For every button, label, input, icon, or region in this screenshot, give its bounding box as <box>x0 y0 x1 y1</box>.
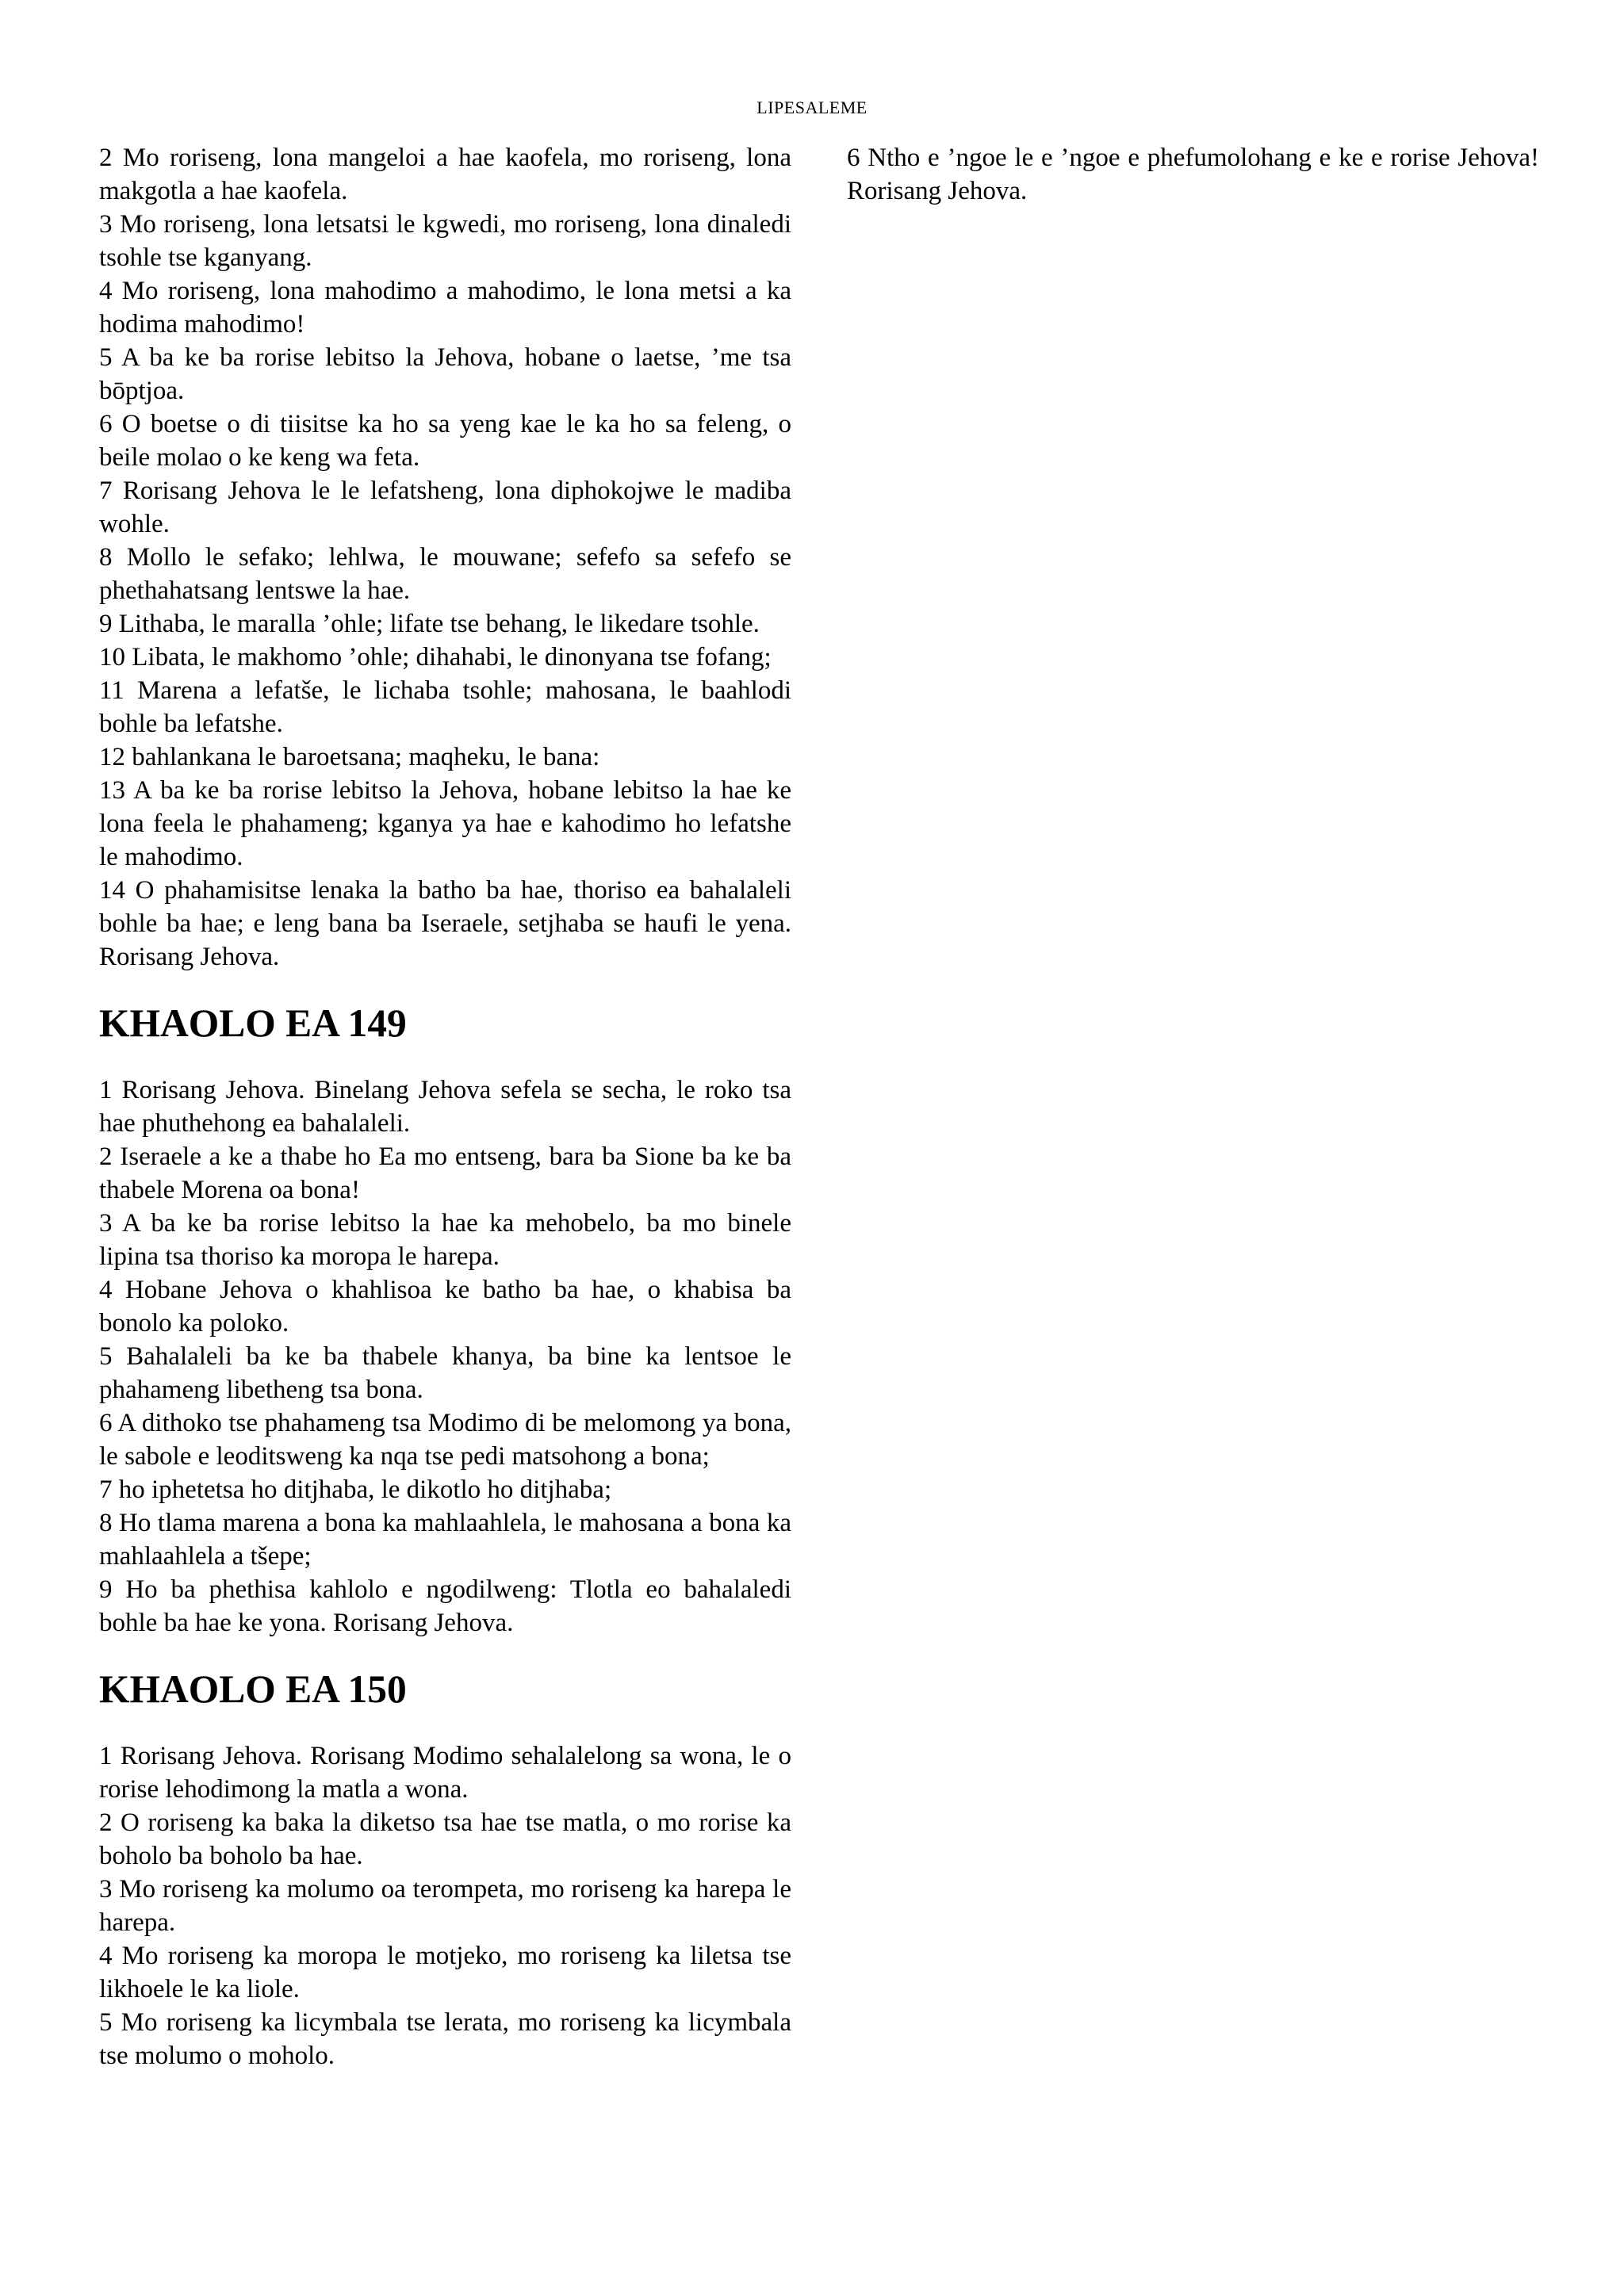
verse-149-7: 7 ho iphetetsa ho ditjhaba, le dikotlo ho ditjhaba; <box>99 1475 612 1504</box>
running-header: LIPESALEME <box>756 98 868 117</box>
verse-149-6: 6 A dithoko tse phahameng tsa Modimo di be melomong ya bona, le sabole e leoditsweng ka nqa tse pedi matsohong a bona; <box>99 1409 791 1471</box>
verse-149-9: 9 Ho ba phethisa kahlolo e ngodilweng: Tlotla eo bahalaledi bohle ba hae ke yona. Rorisang Jehova. <box>99 1575 791 1637</box>
psalm-149 <box>99 1073 791 1640</box>
verse-150-2: 2 O roriseng ka baka la diketso tsa hae tse matla, o mo rorise ka boholo ba boholo ba hae. <box>99 1808 791 1870</box>
verse-148-8: 8 Mollo le sefako; lehlwa, le mouwane; sefefo sa sefefo se phethahatsang lentswe la hae. <box>99 543 791 605</box>
verse-150-5: 5 Mo roriseng ka licymbala tse lerata, mo roriseng ka licymbala tse molumo o moholo. <box>99 2008 791 2070</box>
verse-149-8: 8 Ho tlama marena a bona ka mahlaahlela, le mahosana a bona ka mahlaahlela a tšepe; <box>99 1509 791 1571</box>
verse-148-4: 4 Mo roriseng, lona mahodimo a mahodimo, le lona metsi a ka hodima mahodimo! <box>99 277 791 339</box>
left-column <box>99 141 791 2072</box>
verse-150-3: 3 Mo roriseng ka molumo oa terompeta, mo roriseng ka harepa le harepa. <box>99 1875 791 1937</box>
verse-150-4: 4 Mo roriseng ka moropa le motjeko, mo roriseng ka liletsa tse likhoele le ka liole. <box>99 1942 791 2003</box>
verse-148-10: 10 Libata, le makhomo ’ohle; dihahabi, le dinonyana tse fofang; <box>99 643 772 672</box>
verse-148-2: 2 Mo roriseng, lona mangeloi a hae kaofela, mo roriseng, lona makgotla a hae kaofela. <box>99 144 791 205</box>
psalm-148-continuation <box>99 141 791 974</box>
verse-149-1: 1 Rorisang Jehova. Binelang Jehova sefela se secha, le roko tsa hae phuthehong ea bahalaleli. <box>99 1076 791 1138</box>
right-column <box>847 141 1539 208</box>
verse-148-7: 7 Rorisang Jehova le le lefatsheng, lona diphokojwe le madiba wohle. <box>99 476 791 538</box>
verse-148-13: 13 A ba ke ba rorise lebitso la Jehova, hobane lebitso la hae ke lona feela le phahameng; kganya ya hae e kahodimo ho lefatshe le mahodimo. <box>99 776 791 871</box>
verse-150-1: 1 Rorisang Jehova. Rorisang Modimo sehalalelong sa wona, le o rorise lehodimong la matla a wona. <box>99 1742 791 1804</box>
verse-149-5: 5 Bahalaleli ba ke ba thabele khanya, ba bine ka lentsoe le phahameng libetheng tsa bona. <box>99 1342 791 1404</box>
verse-148-12: 12 bahlankana le baroetsana; maqheku, le bana: <box>99 743 600 771</box>
psalm-150-continuation <box>847 141 1539 208</box>
verse-149-4: 4 Hobane Jehova o khahlisoa ke batho ba hae, o khabisa ba bonolo ka poloko. <box>99 1276 791 1337</box>
chapter-heading-149: KHAOLO EA 149 <box>99 1001 407 1045</box>
verse-150-6: 6 Ntho e ’ngoe le e ’ngoe e phefumolohang e ke e rorise Jehova! Rorisang Jehova. <box>847 144 1539 205</box>
verse-149-2: 2 Iseraele a ke a thabe ho Ea mo entseng, bara ba Sione ba ke ba thabele Morena oa bona! <box>99 1142 791 1204</box>
verse-148-5: 5 A ba ke ba rorise lebitso la Jehova, hobane o laetse, ’me tsa bōptjoa. <box>99 343 791 405</box>
chapter-heading-150: KHAOLO EA 150 <box>99 1667 407 1711</box>
verse-149-3: 3 A ba ke ba rorise lebitso la hae ka mehobelo, ba mo binele lipina tsa thoriso ka moropa le harepa. <box>99 1209 791 1271</box>
verse-148-14: 14 O phahamisitse lenaka la batho ba hae, thoriso ea bahalaleli bohle ba hae; e leng bana ba Iseraele, setjhaba se haufi le yena. Rorisang Jehova. <box>99 876 791 971</box>
verse-148-6: 6 O boetse o di tiisitse ka ho sa yeng kae le ka ho sa feleng, o beile molao o ke keng wa feta. <box>99 410 791 472</box>
verse-148-11: 11 Marena a lefatše, le lichaba tsohle; mahosana, le baahlodi bohle ba lefatshe. <box>99 676 791 738</box>
psalm-150 <box>99 1739 791 2072</box>
verse-148-9: 9 Lithaba, le maralla ’ohle; lifate tse behang, le likedare tsohle. <box>99 610 760 638</box>
verse-148-3: 3 Mo roriseng, lona letsatsi le kgwedi, mo roriseng, lona dinaledi tsohle tse kganyang. <box>99 210 791 272</box>
